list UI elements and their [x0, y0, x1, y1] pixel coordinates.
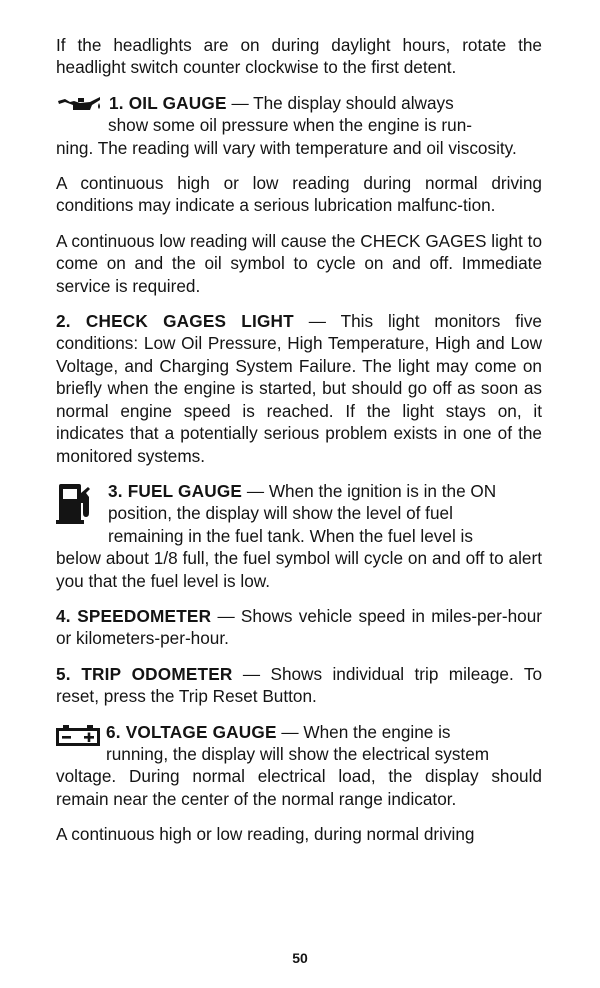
- check-gages-paragraph: [56, 310, 542, 467]
- oil-line2: show some oil pressure when the engine is run-: [108, 115, 472, 136]
- voltage-gauge-heading: 6. VOLTAGE GAUGE: [106, 721, 277, 742]
- oil-gauge-section: [56, 92, 542, 159]
- fuel-gauge-section: [56, 480, 542, 592]
- check-gages-heading: 2. CHECK GAGES LIGHT: [56, 311, 294, 332]
- oil-rest: ning. The reading will vary with temperature and oil viscosity.: [56, 137, 517, 158]
- oil-paragraph-3: A continuous low reading will cause the CHECK GAGES light to come on and the oil symbol to cycle on and off. Immediate service is required.: [56, 230, 542, 296]
- fuel-line3: remaining in the fuel tank. When the fuel level is: [108, 525, 473, 546]
- voltage-rest: voltage. During normal electrical load, the display should remain near the center of the normal range indicator.: [56, 766, 542, 809]
- fuel-line1: — When the ignition is in the ON: [246, 480, 497, 501]
- oil-paragraph-2: A continuous high or low reading during normal driving conditions may indicate a serious lubrication malfunc-tion.: [56, 173, 542, 216]
- trip-odometer-body: — Shows individual trip mileage. To reset, press the Trip Reset Button.: [56, 663, 543, 707]
- check-gages-body: — This light monitors five conditions: Low Oil Pressure, High Temperature, High and Low Voltage, and Charging System Failure. The light may come on briefly when the engine is started, but should go off as soon as normal engine speed is reached. If the light stays on, it indicates that a potentially serious problem exists in one of the monitored systems.: [56, 311, 542, 466]
- oil-line1: The display should always: [253, 92, 454, 113]
- fuel-gauge-heading: 3. FUEL GAUGE: [108, 480, 243, 501]
- speedometer-body: — Shows vehicle speed in miles-per-hour or kilometers-per-hour.: [56, 605, 543, 649]
- fuel-pump-icon: [56, 481, 98, 530]
- trip-odometer-paragraph: [56, 663, 542, 708]
- oil-can-icon: [56, 94, 102, 112]
- oil-gauge-heading: 1. OIL GAUGE: [109, 92, 227, 113]
- battery-icon: [56, 724, 100, 751]
- fuel-line2: position, the display will show the level of fuel: [108, 503, 453, 524]
- voltage-line1: — When the engine is: [281, 721, 451, 742]
- oil-dash: —: [231, 92, 249, 113]
- voltage-line2: running, the display will show the electrical system: [106, 743, 490, 764]
- trip-odometer-heading: 5. TRIP ODOMETER: [56, 663, 233, 684]
- voltage-paragraph-2: A continuous high or low reading, during normal driving: [56, 824, 475, 845]
- speedometer-heading: 4. SPEEDOMETER: [56, 605, 212, 626]
- intro-paragraph: If the headlights are on during daylight hours, rotate the headlight switch counter clockwise to the first detent.: [56, 35, 542, 78]
- page-number: 50: [292, 950, 308, 966]
- fuel-rest: below about 1/8 full, the fuel symbol will cycle on and off to alert you that the fuel level is low.: [56, 548, 542, 591]
- speedometer-paragraph: [56, 605, 542, 650]
- voltage-gauge-section: [56, 721, 542, 811]
